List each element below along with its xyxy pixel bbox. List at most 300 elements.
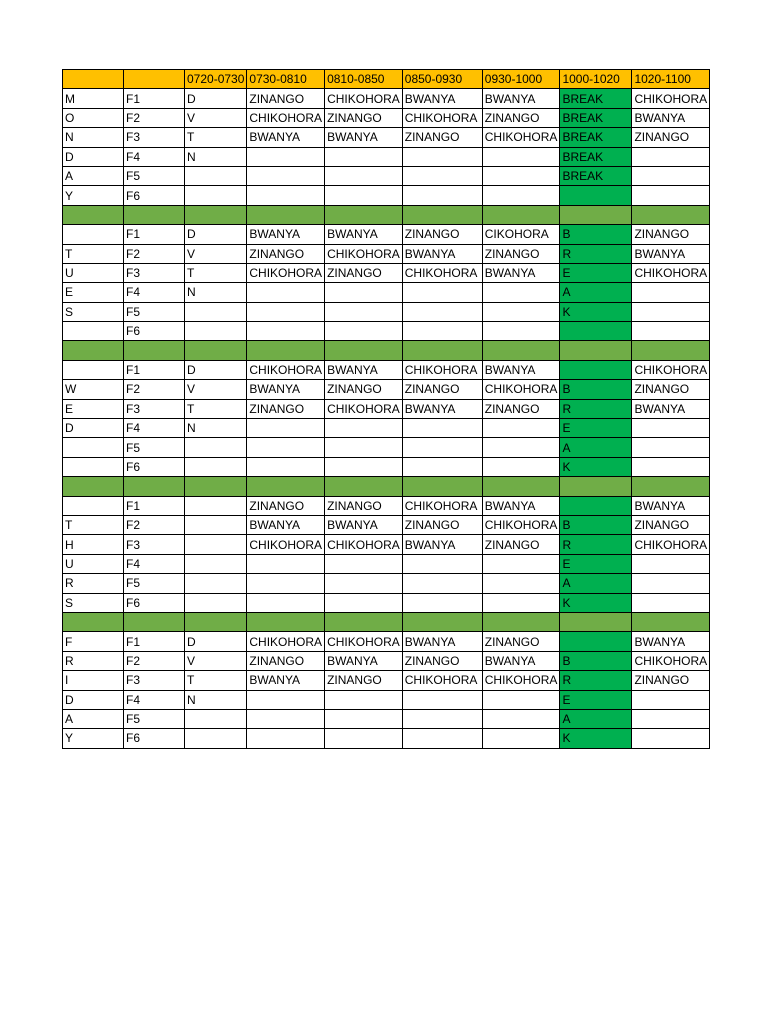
lesson-cell[interactable]	[632, 574, 710, 593]
lesson-cell[interactable]: BWANYA	[325, 360, 403, 379]
lesson-cell[interactable]: CHIKOHORA	[632, 535, 710, 554]
lesson-cell[interactable]: BWANYA	[632, 632, 710, 651]
lesson-cell[interactable]	[482, 419, 560, 438]
separator-cell[interactable]	[560, 205, 632, 224]
separator-cell[interactable]	[632, 341, 710, 360]
form-cell[interactable]: F2	[124, 651, 185, 670]
break-cell[interactable]	[560, 632, 632, 651]
lesson-cell[interactable]	[632, 283, 710, 302]
form-cell[interactable]: F1	[124, 89, 185, 108]
lesson-cell[interactable]	[325, 147, 403, 166]
lesson-cell[interactable]	[632, 322, 710, 341]
separator-cell[interactable]	[247, 205, 325, 224]
separator-cell[interactable]	[402, 612, 482, 631]
lesson-cell[interactable]: CIKOHORA	[482, 225, 560, 244]
separator-cell[interactable]	[185, 477, 247, 496]
lesson-cell[interactable]	[482, 283, 560, 302]
separator-cell[interactable]	[632, 612, 710, 631]
time-slot-header[interactable]: 0850-0930	[402, 70, 482, 89]
separator-cell[interactable]	[402, 477, 482, 496]
lesson-cell[interactable]	[632, 186, 710, 205]
day-letter-cell[interactable]: S	[63, 302, 124, 321]
lesson-cell[interactable]	[325, 186, 403, 205]
time-slot-header[interactable]: 0810-0850	[325, 70, 403, 89]
form-cell[interactable]: F5	[124, 302, 185, 321]
separator-cell[interactable]	[185, 612, 247, 631]
form-cell[interactable]: F1	[124, 496, 185, 515]
lesson-cell[interactable]: ZINANGO	[247, 651, 325, 670]
dvtn-cell[interactable]: V	[185, 108, 247, 127]
dvtn-cell[interactable]	[185, 593, 247, 612]
lesson-cell[interactable]	[632, 147, 710, 166]
break-cell[interactable]: E	[560, 419, 632, 438]
separator-cell[interactable]	[632, 477, 710, 496]
lesson-cell[interactable]: CHIKOHORA	[402, 360, 482, 379]
lesson-cell[interactable]: ZINANGO	[482, 244, 560, 263]
break-cell[interactable]	[560, 186, 632, 205]
form-cell[interactable]: F3	[124, 671, 185, 690]
day-letter-cell[interactable]	[63, 496, 124, 515]
lesson-cell[interactable]	[402, 438, 482, 457]
lesson-cell[interactable]: BWANYA	[482, 496, 560, 515]
separator-cell[interactable]	[124, 612, 185, 631]
lesson-cell[interactable]: BWANYA	[325, 651, 403, 670]
lesson-cell[interactable]: CHIKOHORA	[482, 515, 560, 534]
break-cell[interactable]: K	[560, 729, 632, 748]
lesson-cell[interactable]	[325, 322, 403, 341]
lesson-cell[interactable]	[402, 419, 482, 438]
lesson-cell[interactable]	[247, 283, 325, 302]
day-letter-cell[interactable]: D	[63, 419, 124, 438]
separator-cell[interactable]	[402, 205, 482, 224]
dvtn-cell[interactable]: V	[185, 651, 247, 670]
dvtn-cell[interactable]	[185, 574, 247, 593]
lesson-cell[interactable]: ZINANGO	[402, 128, 482, 147]
separator-cell[interactable]	[482, 612, 560, 631]
lesson-cell[interactable]	[325, 593, 403, 612]
lesson-cell[interactable]	[482, 690, 560, 709]
lesson-cell[interactable]	[632, 593, 710, 612]
lesson-cell[interactable]: BWANYA	[325, 515, 403, 534]
separator-cell[interactable]	[402, 341, 482, 360]
break-cell[interactable]: A	[560, 709, 632, 728]
lesson-cell[interactable]	[482, 729, 560, 748]
lesson-cell[interactable]: ZINANGO	[482, 535, 560, 554]
dvtn-cell[interactable]: T	[185, 128, 247, 147]
dvtn-cell[interactable]: D	[185, 360, 247, 379]
break-cell[interactable]: BREAK	[560, 108, 632, 127]
time-slot-header[interactable]: 1020-1100	[632, 70, 710, 89]
day-letter-cell[interactable]	[63, 360, 124, 379]
lesson-cell[interactable]	[402, 554, 482, 573]
dvtn-cell[interactable]: N	[185, 419, 247, 438]
dvtn-cell[interactable]	[185, 322, 247, 341]
lesson-cell[interactable]: BWANYA	[247, 671, 325, 690]
lesson-cell[interactable]	[482, 322, 560, 341]
break-cell[interactable]: E	[560, 554, 632, 573]
separator-cell[interactable]	[482, 341, 560, 360]
dvtn-cell[interactable]	[185, 166, 247, 185]
lesson-cell[interactable]	[247, 419, 325, 438]
lesson-cell[interactable]: ZINANGO	[482, 399, 560, 418]
form-cell[interactable]: F3	[124, 263, 185, 282]
lesson-cell[interactable]	[632, 166, 710, 185]
lesson-cell[interactable]: BWANYA	[402, 89, 482, 108]
lesson-cell[interactable]	[247, 554, 325, 573]
lesson-cell[interactable]	[632, 438, 710, 457]
lesson-cell[interactable]: ZINANGO	[402, 225, 482, 244]
lesson-cell[interactable]: BWANYA	[632, 496, 710, 515]
lesson-cell[interactable]: BWANYA	[632, 244, 710, 263]
lesson-cell[interactable]: CHIKOHORA	[325, 632, 403, 651]
day-letter-cell[interactable]: W	[63, 380, 124, 399]
break-cell[interactable]: BREAK	[560, 128, 632, 147]
day-letter-cell[interactable]: E	[63, 283, 124, 302]
separator-cell[interactable]	[482, 205, 560, 224]
day-letter-cell[interactable]	[63, 322, 124, 341]
time-slot-header[interactable]: 0720-0730	[185, 70, 247, 89]
lesson-cell[interactable]	[402, 709, 482, 728]
lesson-cell[interactable]	[247, 690, 325, 709]
form-cell[interactable]: F6	[124, 186, 185, 205]
break-cell[interactable]: R	[560, 671, 632, 690]
lesson-cell[interactable]: CHIKOHORA	[482, 128, 560, 147]
lesson-cell[interactable]	[482, 186, 560, 205]
lesson-cell[interactable]	[482, 574, 560, 593]
separator-cell[interactable]	[325, 477, 403, 496]
lesson-cell[interactable]: ZINANGO	[325, 263, 403, 282]
lesson-cell[interactable]: ZINANGO	[402, 380, 482, 399]
lesson-cell[interactable]: ZINANGO	[402, 651, 482, 670]
dvtn-cell[interactable]	[185, 496, 247, 515]
form-cell[interactable]: F3	[124, 535, 185, 554]
lesson-cell[interactable]: ZINANGO	[632, 225, 710, 244]
lesson-cell[interactable]: ZINANGO	[325, 496, 403, 515]
day-letter-cell[interactable]: A	[63, 166, 124, 185]
dvtn-cell[interactable]: V	[185, 380, 247, 399]
dvtn-cell[interactable]: N	[185, 283, 247, 302]
separator-cell[interactable]	[124, 477, 185, 496]
lesson-cell[interactable]	[247, 302, 325, 321]
break-cell[interactable]: A	[560, 574, 632, 593]
lesson-cell[interactable]	[247, 186, 325, 205]
lesson-cell[interactable]: ZINANGO	[482, 108, 560, 127]
break-cell[interactable]: K	[560, 457, 632, 476]
separator-cell[interactable]	[560, 477, 632, 496]
lesson-cell[interactable]: CHIKOHORA	[247, 360, 325, 379]
break-cell[interactable]	[560, 322, 632, 341]
form-cell[interactable]: F6	[124, 457, 185, 476]
form-cell[interactable]: F3	[124, 399, 185, 418]
break-cell[interactable]	[560, 496, 632, 515]
lesson-cell[interactable]	[632, 554, 710, 573]
lesson-cell[interactable]	[402, 690, 482, 709]
lesson-cell[interactable]: CHIKOHORA	[247, 108, 325, 127]
dvtn-cell[interactable]: V	[185, 244, 247, 263]
lesson-cell[interactable]: BWANYA	[247, 380, 325, 399]
day-letter-cell[interactable]: Y	[63, 186, 124, 205]
lesson-cell[interactable]	[247, 438, 325, 457]
lesson-cell[interactable]: ZINANGO	[482, 632, 560, 651]
lesson-cell[interactable]: BWANYA	[325, 128, 403, 147]
break-cell[interactable]: A	[560, 283, 632, 302]
lesson-cell[interactable]: CHIKOHORA	[247, 535, 325, 554]
day-letter-cell[interactable]: U	[63, 263, 124, 282]
day-letter-cell[interactable]: S	[63, 593, 124, 612]
day-letter-cell[interactable]: Y	[63, 729, 124, 748]
lesson-cell[interactable]	[402, 283, 482, 302]
dvtn-cell[interactable]	[185, 515, 247, 534]
break-cell[interactable]: BREAK	[560, 147, 632, 166]
day-letter-cell[interactable]: M	[63, 89, 124, 108]
day-letter-cell[interactable]	[63, 225, 124, 244]
lesson-cell[interactable]: BWANYA	[247, 128, 325, 147]
form-cell[interactable]: F2	[124, 515, 185, 534]
lesson-cell[interactable]: CHIKOHORA	[325, 89, 403, 108]
lesson-cell[interactable]	[632, 729, 710, 748]
day-letter-cell[interactable]: E	[63, 399, 124, 418]
lesson-cell[interactable]	[247, 147, 325, 166]
separator-cell[interactable]	[63, 205, 124, 224]
lesson-cell[interactable]	[325, 166, 403, 185]
form-cell[interactable]: F4	[124, 283, 185, 302]
break-cell[interactable]: B	[560, 515, 632, 534]
dvtn-cell[interactable]: D	[185, 632, 247, 651]
lesson-cell[interactable]: ZINANGO	[325, 108, 403, 127]
day-letter-cell[interactable]: R	[63, 574, 124, 593]
lesson-cell[interactable]: BWANYA	[247, 515, 325, 534]
lesson-cell[interactable]	[247, 322, 325, 341]
lesson-cell[interactable]	[325, 554, 403, 573]
lesson-cell[interactable]: ZINANGO	[632, 671, 710, 690]
lesson-cell[interactable]	[325, 302, 403, 321]
lesson-cell[interactable]	[482, 593, 560, 612]
day-letter-cell[interactable]	[63, 438, 124, 457]
lesson-cell[interactable]	[247, 729, 325, 748]
day-letter-cell[interactable]: A	[63, 709, 124, 728]
form-cell[interactable]: F5	[124, 709, 185, 728]
break-cell[interactable]: R	[560, 399, 632, 418]
lesson-cell[interactable]	[325, 709, 403, 728]
lesson-cell[interactable]: CHIKOHORA	[247, 632, 325, 651]
lesson-cell[interactable]: ZINANGO	[632, 380, 710, 399]
lesson-cell[interactable]: CHIKOHORA	[325, 399, 403, 418]
lesson-cell[interactable]: BWANYA	[482, 89, 560, 108]
lesson-cell[interactable]: BWANYA	[402, 632, 482, 651]
lesson-cell[interactable]	[325, 457, 403, 476]
lesson-cell[interactable]	[632, 690, 710, 709]
lesson-cell[interactable]	[325, 574, 403, 593]
lesson-cell[interactable]	[402, 729, 482, 748]
dvtn-cell[interactable]: T	[185, 263, 247, 282]
break-cell[interactable]	[560, 360, 632, 379]
separator-cell[interactable]	[560, 341, 632, 360]
lesson-cell[interactable]: BWANYA	[482, 651, 560, 670]
lesson-cell[interactable]: BWANYA	[482, 360, 560, 379]
break-cell[interactable]: A	[560, 438, 632, 457]
break-cell[interactable]: R	[560, 244, 632, 263]
form-cell[interactable]: F1	[124, 360, 185, 379]
time-slot-header[interactable]: 0930-1000	[482, 70, 560, 89]
separator-cell[interactable]	[482, 477, 560, 496]
lesson-cell[interactable]	[402, 457, 482, 476]
break-cell[interactable]: B	[560, 380, 632, 399]
dvtn-cell[interactable]: N	[185, 147, 247, 166]
lesson-cell[interactable]	[325, 690, 403, 709]
day-letter-cell[interactable]: N	[63, 128, 124, 147]
separator-cell[interactable]	[185, 205, 247, 224]
lesson-cell[interactable]: CHIKOHORA	[632, 263, 710, 282]
lesson-cell[interactable]	[247, 457, 325, 476]
form-cell[interactable]: F4	[124, 147, 185, 166]
form-cell[interactable]: F1	[124, 225, 185, 244]
break-cell[interactable]: K	[560, 593, 632, 612]
day-letter-cell[interactable]	[63, 457, 124, 476]
lesson-cell[interactable]	[402, 593, 482, 612]
break-cell[interactable]: BREAK	[560, 166, 632, 185]
lesson-cell[interactable]	[402, 186, 482, 205]
lesson-cell[interactable]	[402, 322, 482, 341]
form-cell[interactable]: F6	[124, 593, 185, 612]
lesson-cell[interactable]	[482, 166, 560, 185]
lesson-cell[interactable]: ZINANGO	[325, 380, 403, 399]
dvtn-cell[interactable]	[185, 729, 247, 748]
break-cell[interactable]: E	[560, 263, 632, 282]
lesson-cell[interactable]: BWANYA	[402, 399, 482, 418]
dvtn-cell[interactable]	[185, 186, 247, 205]
lesson-cell[interactable]	[482, 457, 560, 476]
separator-cell[interactable]	[560, 612, 632, 631]
day-letter-cell[interactable]: D	[63, 690, 124, 709]
separator-cell[interactable]	[124, 341, 185, 360]
lesson-cell[interactable]	[325, 419, 403, 438]
dvtn-cell[interactable]	[185, 302, 247, 321]
break-cell[interactable]: BREAK	[560, 89, 632, 108]
break-cell[interactable]: K	[560, 302, 632, 321]
dvtn-cell[interactable]	[185, 535, 247, 554]
lesson-cell[interactable]: ZINANGO	[247, 244, 325, 263]
lesson-cell[interactable]	[632, 302, 710, 321]
day-letter-cell[interactable]: D	[63, 147, 124, 166]
dvtn-cell[interactable]	[185, 457, 247, 476]
separator-cell[interactable]	[325, 341, 403, 360]
lesson-cell[interactable]	[402, 574, 482, 593]
dvtn-cell[interactable]	[185, 709, 247, 728]
lesson-cell[interactable]	[482, 147, 560, 166]
separator-cell[interactable]	[185, 341, 247, 360]
separator-cell[interactable]	[247, 612, 325, 631]
form-cell[interactable]: F5	[124, 166, 185, 185]
day-letter-cell[interactable]: T	[63, 244, 124, 263]
lesson-cell[interactable]: BWANYA	[632, 399, 710, 418]
separator-cell[interactable]	[63, 477, 124, 496]
time-slot-header[interactable]: 0730-0810	[247, 70, 325, 89]
day-letter-cell[interactable]: O	[63, 108, 124, 127]
form-cell[interactable]: F4	[124, 419, 185, 438]
separator-cell[interactable]	[247, 341, 325, 360]
dvtn-cell[interactable]: N	[185, 690, 247, 709]
lesson-cell[interactable]: ZINANGO	[402, 515, 482, 534]
break-cell[interactable]: E	[560, 690, 632, 709]
day-letter-cell[interactable]: H	[63, 535, 124, 554]
separator-cell[interactable]	[325, 205, 403, 224]
lesson-cell[interactable]	[247, 166, 325, 185]
lesson-cell[interactable]: ZINANGO	[325, 671, 403, 690]
break-cell[interactable]: B	[560, 225, 632, 244]
lesson-cell[interactable]: ZINANGO	[632, 128, 710, 147]
lesson-cell[interactable]: ZINANGO	[247, 399, 325, 418]
time-slot-header[interactable]: 1000-1020	[560, 70, 632, 89]
dvtn-cell[interactable]	[185, 438, 247, 457]
form-cell[interactable]: F2	[124, 380, 185, 399]
form-cell[interactable]: F6	[124, 729, 185, 748]
form-cell[interactable]: F5	[124, 438, 185, 457]
lesson-cell[interactable]	[247, 593, 325, 612]
break-cell[interactable]: B	[560, 651, 632, 670]
lesson-cell[interactable]	[247, 709, 325, 728]
lesson-cell[interactable]: CHIKOHORA	[325, 535, 403, 554]
lesson-cell[interactable]: CHIKOHORA	[402, 496, 482, 515]
form-cell[interactable]: F3	[124, 128, 185, 147]
lesson-cell[interactable]: BWANYA	[632, 108, 710, 127]
lesson-cell[interactable]	[482, 554, 560, 573]
lesson-cell[interactable]: CHIKOHORA	[482, 380, 560, 399]
lesson-cell[interactable]	[402, 147, 482, 166]
lesson-cell[interactable]	[325, 283, 403, 302]
lesson-cell[interactable]	[402, 302, 482, 321]
form-cell[interactable]: F6	[124, 322, 185, 341]
separator-cell[interactable]	[63, 612, 124, 631]
lesson-cell[interactable]	[482, 709, 560, 728]
lesson-cell[interactable]: ZINANGO	[632, 515, 710, 534]
dvtn-cell[interactable]: T	[185, 671, 247, 690]
day-letter-cell[interactable]: I	[63, 671, 124, 690]
lesson-cell[interactable]: CHIKOHORA	[402, 671, 482, 690]
lesson-cell[interactable]	[325, 729, 403, 748]
lesson-cell[interactable]	[632, 457, 710, 476]
dvtn-cell[interactable]: D	[185, 89, 247, 108]
form-cell[interactable]: F2	[124, 244, 185, 263]
separator-cell[interactable]	[325, 612, 403, 631]
lesson-cell[interactable]: ZINANGO	[247, 89, 325, 108]
lesson-cell[interactable]	[482, 438, 560, 457]
form-cell[interactable]: F5	[124, 574, 185, 593]
dvtn-cell[interactable]: T	[185, 399, 247, 418]
day-letter-cell[interactable]: T	[63, 515, 124, 534]
lesson-cell[interactable]: CHIKOHORA	[632, 360, 710, 379]
form-cell[interactable]: F4	[124, 554, 185, 573]
header-blank-cell[interactable]	[124, 70, 185, 89]
dvtn-cell[interactable]	[185, 554, 247, 573]
lesson-cell[interactable]: BWANYA	[402, 244, 482, 263]
break-cell[interactable]: R	[560, 535, 632, 554]
lesson-cell[interactable]: CHIKOHORA	[325, 244, 403, 263]
lesson-cell[interactable]: CHIKOHORA	[402, 263, 482, 282]
lesson-cell[interactable]: CHIKOHORA	[247, 263, 325, 282]
day-letter-cell[interactable]: U	[63, 554, 124, 573]
separator-cell[interactable]	[124, 205, 185, 224]
lesson-cell[interactable]: ZINANGO	[247, 496, 325, 515]
lesson-cell[interactable]	[632, 419, 710, 438]
header-blank-cell[interactable]	[63, 70, 124, 89]
lesson-cell[interactable]	[325, 438, 403, 457]
lesson-cell[interactable]: BWANYA	[325, 225, 403, 244]
lesson-cell[interactable]: BWANYA	[402, 535, 482, 554]
lesson-cell[interactable]: BWANYA	[247, 225, 325, 244]
lesson-cell[interactable]: CHIKOHORA	[632, 89, 710, 108]
separator-cell[interactable]	[63, 341, 124, 360]
lesson-cell[interactable]: CHIKOHORA	[632, 651, 710, 670]
